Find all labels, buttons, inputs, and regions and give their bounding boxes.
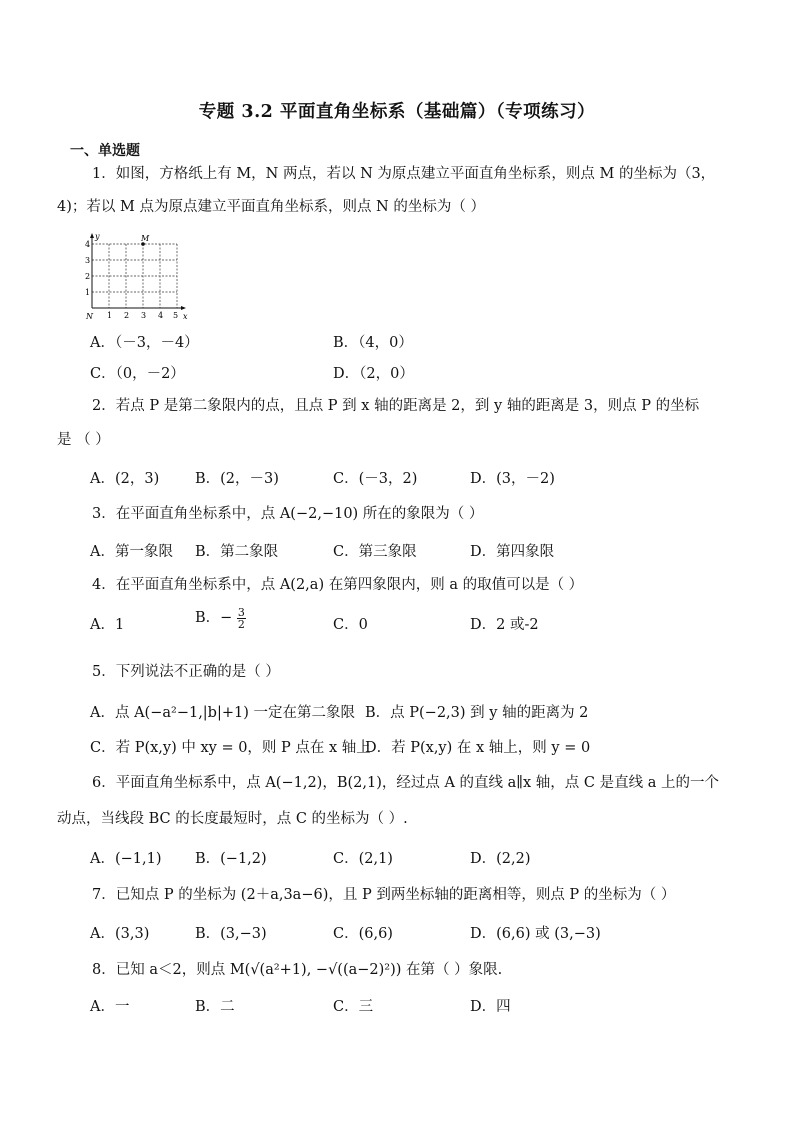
question-6-option-c: C．(2,1): [333, 851, 393, 867]
question-5-option-b: B．点 P(−2,3) 到 y 轴的距离为 2: [365, 705, 589, 721]
question-8-line: 8．已知 a＜2，则点 M(√(a²+1), −√((a−2)²)) 在第（ ）象限.: [92, 962, 503, 978]
question-2-line-2: 是 （ ）: [57, 432, 110, 448]
question-6-line-1: 6．平面直角坐标系中，点 A(−1,2)，B(2,1)，经过点 A 的直线 a∥x 轴，点 C 是直线 a 上的一个: [92, 775, 719, 791]
x-tick-2: 2: [124, 311, 130, 320]
page-title: 专题 3.2 平面直角坐标系（基础篇）（专项练习）: [198, 102, 596, 122]
question-1-line-2: 4)；若以 M 点为原点建立平面直角坐标系，则点 N 的坐标为（ ）: [57, 199, 485, 215]
point-m-label: M: [141, 234, 150, 243]
fraction-numerator: 3: [237, 605, 245, 619]
question-4-option-b: [195, 606, 246, 630]
question-8-option-c: C．三: [333, 999, 374, 1015]
question-7-option-a: A．(3,3): [90, 926, 150, 942]
question-8-option-b: B．二: [195, 999, 235, 1015]
x-tick-4: 4: [158, 311, 164, 320]
question-8-option-d: D．四: [470, 999, 511, 1015]
question-3-option-d: D．第四象限: [470, 544, 555, 560]
question-2-option-b: B．(2，－3): [195, 471, 279, 487]
question-2-option-a: A．(2，3): [90, 471, 160, 487]
question-7-option-b: B．(3,−3): [195, 926, 267, 942]
y-tick-3: 3: [85, 256, 91, 265]
question-2-option-c: C．(－3，2): [333, 471, 418, 487]
section-heading: 一、单选题: [70, 143, 140, 159]
x-tick-3: 3: [141, 311, 147, 320]
question-1-option-a: A．（－3，－4）: [90, 335, 199, 351]
question-4-option-b-fraction: [237, 607, 246, 630]
question-4-option-b-label: B．−: [195, 610, 233, 626]
y-tick-4: 4: [85, 240, 91, 249]
fraction-denominator: 2: [237, 617, 245, 631]
question-7-line: 7．已知点 P 的坐标为 (2＋a,3a−6)，且 P 到两坐标轴的距离相等，则点 P 的坐标为（ ）: [92, 887, 676, 903]
question-3-line: 3．在平面直角坐标系中，点 A(−2,−10) 所在的象限为（ ）: [92, 506, 484, 522]
question-7-option-c: C．(6,6): [333, 926, 393, 942]
question-4-option-a: A．1: [90, 617, 125, 633]
question-1-grid-figure: [84, 230, 194, 322]
question-4-option-c: C．0: [333, 617, 368, 633]
question-3-option-c: C．第三象限: [333, 544, 417, 560]
question-5-option-d: D．若 P(x,y) 在 x 轴上，则 y = 0: [365, 740, 591, 756]
x-tick-1: 1: [107, 311, 113, 320]
question-1-option-d: D．（2，0）: [333, 366, 414, 382]
question-8-option-a: A．一: [90, 999, 130, 1015]
question-5-line: 5．下列说法不正确的是（ ）: [92, 664, 280, 680]
question-5-option-c: C．若 P(x,y) 中 xy = 0，则 P 点在 x 轴上: [90, 740, 371, 756]
y-axis-label: y: [95, 232, 100, 241]
x-tick-5: 5: [173, 311, 179, 320]
question-1-option-b: B．（4，0）: [333, 335, 413, 351]
question-6-option-d: D．(2,2): [470, 851, 531, 867]
question-6-option-a: A．(−1,1): [90, 851, 162, 867]
origin-label: N: [86, 312, 93, 321]
x-axis-label: x: [183, 312, 188, 321]
question-1-line-1: 1．如图，方格纸上有 M，N 两点，若以 N 为原点建立平面直角坐标系，则点 M 的坐标为（3，: [92, 166, 716, 182]
question-7-option-d: D．(6,6) 或 (3,−3): [470, 926, 601, 942]
question-6-line-2: 动点，当线段 BC 的长度最短时，点 C 的坐标为（ ）.: [57, 811, 408, 827]
y-tick-1: 1: [85, 288, 91, 297]
question-1-option-c: C．（0，－2）: [90, 366, 185, 382]
question-4-line: 4．在平面直角坐标系中，点 A(2,a) 在第四象限内，则 a 的取值可以是（ ）: [92, 577, 584, 593]
question-3-option-b: B．第二象限: [195, 544, 279, 560]
y-tick-2: 2: [85, 272, 91, 281]
question-2-option-d: D．(3，－2): [470, 471, 555, 487]
question-6-option-b: B．(−1,2): [195, 851, 267, 867]
question-4-option-d: D．2 或-2: [470, 617, 539, 633]
question-3-option-a: A．第一象限: [90, 544, 173, 560]
question-5-option-a: A．点 A(−a²−1,|b|+1) 一定在第二象限: [90, 705, 355, 721]
question-2-line-1: 2．若点 P 是第二象限内的点，且点 P 到 x 轴的距离是 2，到 y 轴的距离是 3，则点 P 的坐标: [92, 398, 700, 414]
